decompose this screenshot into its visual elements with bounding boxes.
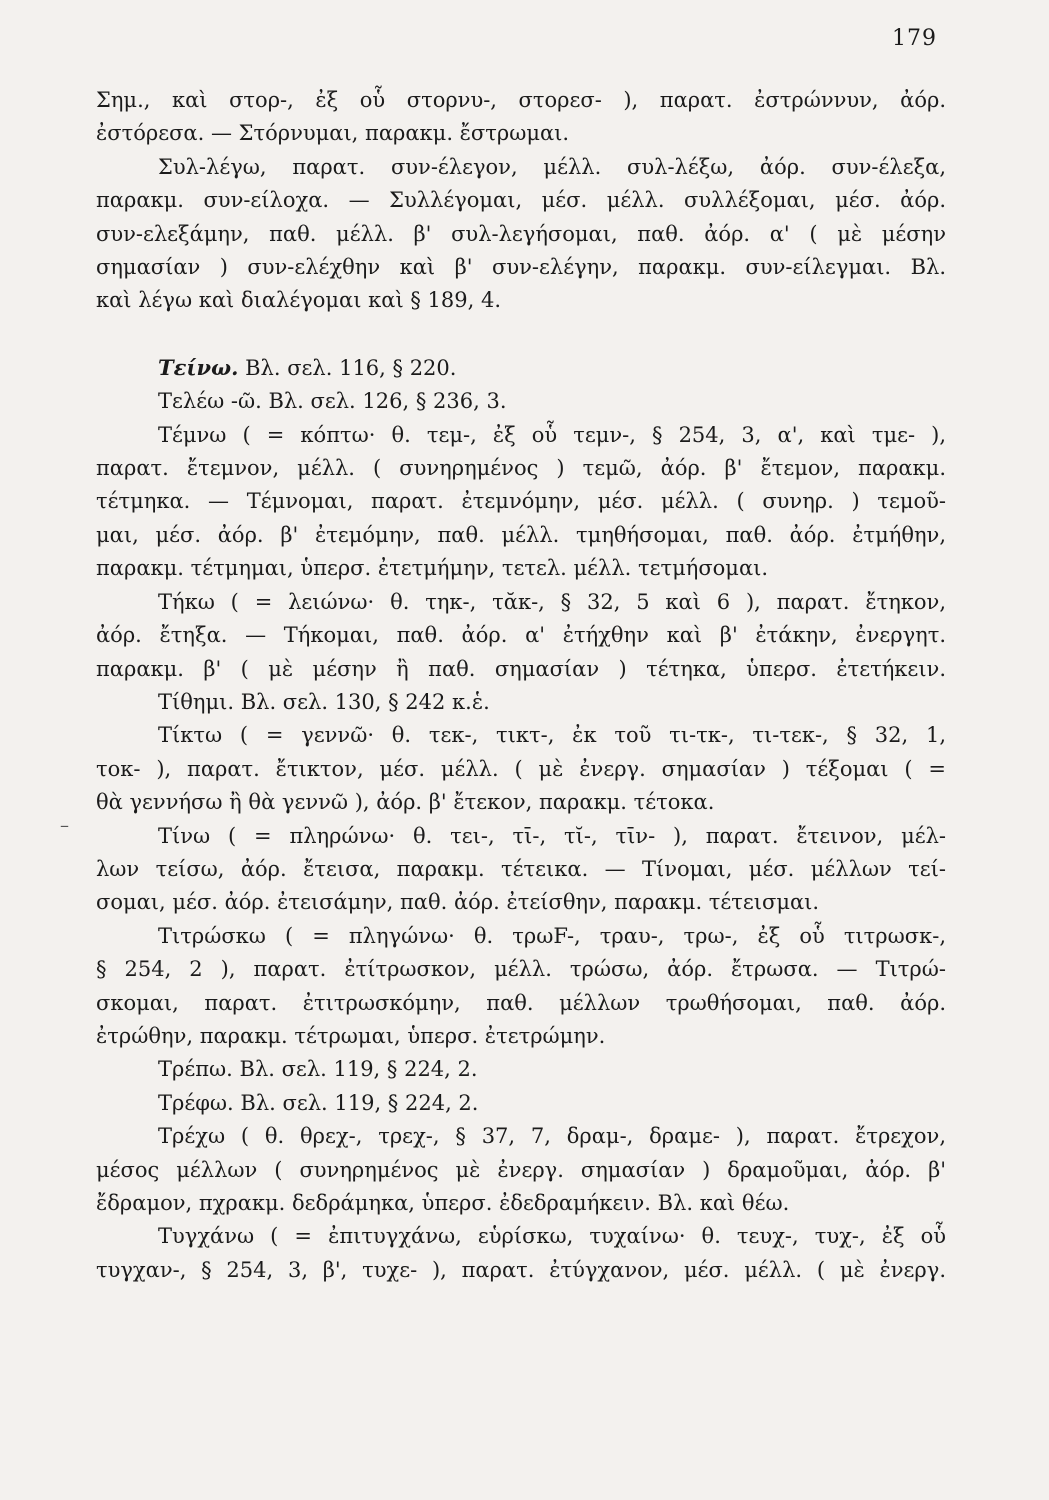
text-line: § 254, 2 ), παρατ. ἐτίτρωσκον, μέλλ. τρώσω, ἀόρ. ἔτρωσα. — Τιτρώ-	[96, 957, 946, 982]
text-line: σκομαι, παρατ. ἐτιτρωσκόμην, παθ. μέλλων τρωθήσομαι, παθ. ἀόρ.	[96, 990, 946, 1015]
text-line: ἐτρώθην, παρακμ. τέτρωμαι, ὑπερσ. ἐτετρώμην.	[96, 1023, 606, 1048]
text-line: Τήκω ( = λειώνω· θ. τηκ-, τᾰκ-, § 32, 5 καὶ 6 ), παρατ. ἔτηκον,	[158, 589, 946, 614]
text-line: Τρέφω. Βλ. σελ. 119, § 224, 2.	[158, 1090, 479, 1115]
text-line: τοκ- ), παρατ. ἔτικτον, μέσ. μέλλ. ( μὲ ἐνεργ. σημασίαν ) τέξομαι ( =	[96, 756, 946, 781]
text-line: ἐστόρεσα. — Στόρνυμαι, παρακμ. ἔστρωμαι.	[96, 121, 570, 146]
text-line: καὶ λέγω καὶ διαλέγομαι καὶ § 189, 4.	[96, 288, 502, 313]
text-line: ἀόρ. ἔτηξα. — Τήκομαι, παθ. ἀόρ. α' ἐτήχθην καὶ β' ἐτάκην, ἐνεργητ.	[96, 623, 946, 648]
text-line: Τρέπω. Βλ. σελ. 119, § 224, 2.	[158, 1057, 478, 1082]
text-line: Τείνω. Βλ. σελ. 116, § 220.	[158, 354, 457, 380]
text-line: μέσος μέλλων ( συνηρημένος μὲ ἐνεργ. σημασίαν ) δραμοῦμαι, ἀόρ. β'	[96, 1157, 946, 1182]
text-line: τυγχαν-, § 254, 3, β', τυχε- ), παρατ. ἐτύγχανον, μέσ. μέλλ. ( μὲ ἐνεργ.	[96, 1257, 946, 1282]
text-line: θὰ γεννήσω ἢ θὰ γεννῶ ), ἀόρ. β' ἔτεκον, παρακμ. τέτοκα.	[96, 790, 715, 815]
text-line: Συλ-λέγω, παρατ. συν-έλεγον, μέλλ. συλ-λέξω, ἀόρ. συν-έλεξα,	[158, 154, 946, 179]
text-line: παρακμ. τέτμημαι, ὑπερσ. ἐτετμήμην, τετελ. μέλλ. τετμήσομαι.	[96, 556, 769, 581]
text-line: παρακμ. συν-είλοχα. — Συλλέγομαι, μέσ. μέλλ. συλλέξομαι, μέσ. ἀόρ.	[96, 188, 946, 213]
body-text	[96, 84, 946, 1287]
text-line: Τέμνω ( = κόπτω· θ. τεμ-, ἐξ οὗ τεμν-, § 254, 3, α', καὶ τμε- ),	[158, 422, 946, 447]
text-line: Τιτρώσκω ( = πληγώνω· θ. τρωF-, τραυ-, τρω-, ἐξ οὗ τιτρωσκ-,	[158, 923, 946, 948]
text-line: Τίνω ( = πληρώνω· θ. τει-, τῑ-, τῐ-, τῑν- ), παρατ. ἔτεινον, μέλ-	[158, 823, 946, 848]
page-number: 179	[892, 26, 937, 51]
text-line: τέτμηκα. — Τέμνομαι, παρατ. ἐτεμνόμην, μέσ. μέλλ. ( συνηρ. ) τεμοῦ-	[96, 489, 946, 514]
paragraph-gap	[96, 318, 946, 351]
text-line: παρακμ. β' ( μὲ μέσην ἢ παθ. σημασίαν ) τέτηκα, ὑπερσ. ἐτετήκειν.	[96, 656, 946, 681]
text-line: Τυγχάνω ( = ἐπιτυγχάνω, εὑρίσκω, τυχαίνω· θ. τευχ-, τυχ-, ἐξ οὗ	[158, 1224, 946, 1249]
text-line: λων τείσω, ἀόρ. ἔτεισα, παρακμ. τέτεικα. — Τίνομαι, μέσ. μέλλων τεί-	[96, 856, 946, 881]
text-line: Τρέχω ( θ. θρεχ-, τρεχ-, § 37, 7, δραμ-, δραμε- ), παρατ. ἔτρεχον,	[158, 1124, 946, 1149]
text-line: σομαι, μέσ. ἀόρ. ἐτεισάμην, παθ. ἀόρ. ἐτείσθην, παρακμ. τέτεισμαι.	[96, 890, 820, 915]
text-line: μαι, μέσ. ἀόρ. β' ἐτεμόμην, παθ. μέλλ. τμηθήσομαι, παθ. ἀόρ. ἐτμήθην,	[96, 522, 946, 547]
text-line: παρατ. ἔτεμνον, μέλλ. ( συνηρημένος ) τεμῶ, ἀόρ. β' ἔτεμον, παρακμ.	[96, 456, 946, 481]
text-line: Τίκτω ( = γεννῶ· θ. τεκ-, τικτ-, ἐκ τοῦ τι-τκ-, τι-τεκ-, § 32, 1,	[158, 723, 946, 748]
text-line: σημασίαν ) συν-ελέχθην καὶ β' συν-ελέγην, παρακμ. συν-είλεγμαι. Βλ.	[96, 255, 946, 280]
text-line: συν-ελεξάμην, παθ. μέλλ. β' συλ-λεγήσομαι, παθ. ἀόρ. α' ( μὲ μέσην	[96, 221, 946, 246]
text-line: Σημ., καὶ στορ-, ἐξ οὗ στορνυ-, στορεσ- ), παρατ. ἐστρώννυν, ἀόρ.	[96, 88, 946, 112]
margin-mark: –	[60, 815, 69, 836]
text-line: ἔδραμον, πχρακμ. δεδράμηκα, ὑπερσ. ἐδεδραμήκειν. Βλ. καὶ θέω.	[96, 1191, 790, 1215]
text-line: Τίθημι. Βλ. σελ. 130, § 242 κ.ἑ.	[158, 689, 490, 714]
text-line: Τελέω -ῶ. Βλ. σελ. 126, § 236, 3.	[158, 389, 507, 414]
